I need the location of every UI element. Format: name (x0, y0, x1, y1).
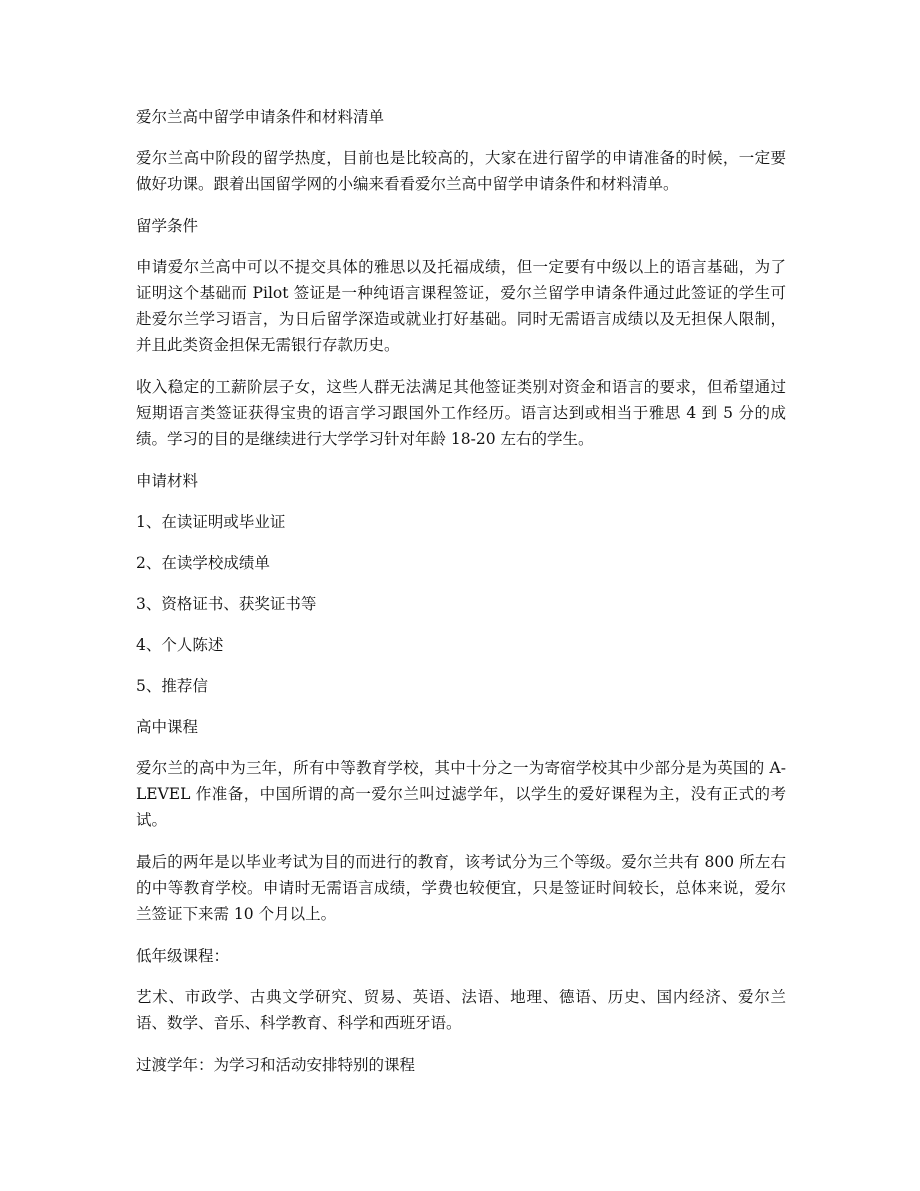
courses-paragraph-2: 最后的两年是以毕业考试为目的而进行的教育，该考试分为三个等级。爱尔兰共有 800 所左右的中等教育学校。申请时无需语言成绩，学费也较便宜，只是签证时间较长，总体来说，爱尔兰签证下来需 10 个月以上。 (136, 853, 786, 923)
courses-heading: 高中课程 (136, 718, 199, 736)
materials-item: 5、推荐信 (136, 677, 208, 695)
materials-item: 1、在读证明或毕业证 (136, 513, 286, 531)
transition-year-line: 过渡学年：为学习和活动安排特别的课程 (136, 1056, 416, 1074)
document-title: 爱尔兰高中留学申请条件和材料清单 (136, 108, 385, 126)
conditions-heading: 留学条件 (136, 217, 199, 235)
materials-item: 4、个人陈述 (136, 636, 224, 654)
courses-paragraph-1: 爱尔兰的高中为三年，所有中等教育学校，其中十分之一为寄宿学校其中少部分是为英国的 A-LEVEL 作准备，中国所谓的高一爱尔兰叫过滤学年，以学生的爱好课程为主，没有正式的考试。 (136, 759, 786, 829)
junior-courses-label: 低年级课程： (136, 947, 230, 965)
materials-item: 3、资格证书、获奖证书等 (136, 595, 317, 613)
junior-courses-list: 艺术、市政学、古典文学研究、贸易、英语、法语、地理、德语、历史、国内经济、爱尔兰语、数学、音乐、科学教育、科学和西班牙语。 (136, 988, 786, 1032)
conditions-paragraph-2: 收入稳定的工薪阶层子女，这些人群无法满足其他签证类别对资金和语言的要求，但希望通过短期语言类签证获得宝贵的语言学习跟国外工作经历。语言达到或相当于雅思 4 到 5 分的成绩。学习的目的是继续进行大学学习针对年龄 18-20 左右的学生。 (136, 378, 786, 448)
document-body (136, 104, 786, 1093)
materials-heading: 申请材料 (136, 472, 199, 490)
materials-item: 2、在读学校成绩单 (136, 554, 270, 572)
conditions-paragraph-1: 申请爱尔兰高中可以不提交具体的雅思以及托福成绩，但一定要有中级以上的语言基础，为了证明这个基础而 Pilot 签证是一种纯语言课程签证，爱尔兰留学申请条件通过此签证的学生可赴爱尔兰学习语言，为日后留学深造或就业打好基础。同时无需语言成绩以及无担保人限制，并且此类资金担保无需银行存款历史。 (136, 258, 786, 354)
intro-paragraph: 爱尔兰高中阶段的留学热度，目前也是比较高的，大家在进行留学的申请准备的时候，一定要做好功课。跟着出国留学网的小编来看看爱尔兰高中留学申请条件和材料清单。 (136, 149, 786, 193)
